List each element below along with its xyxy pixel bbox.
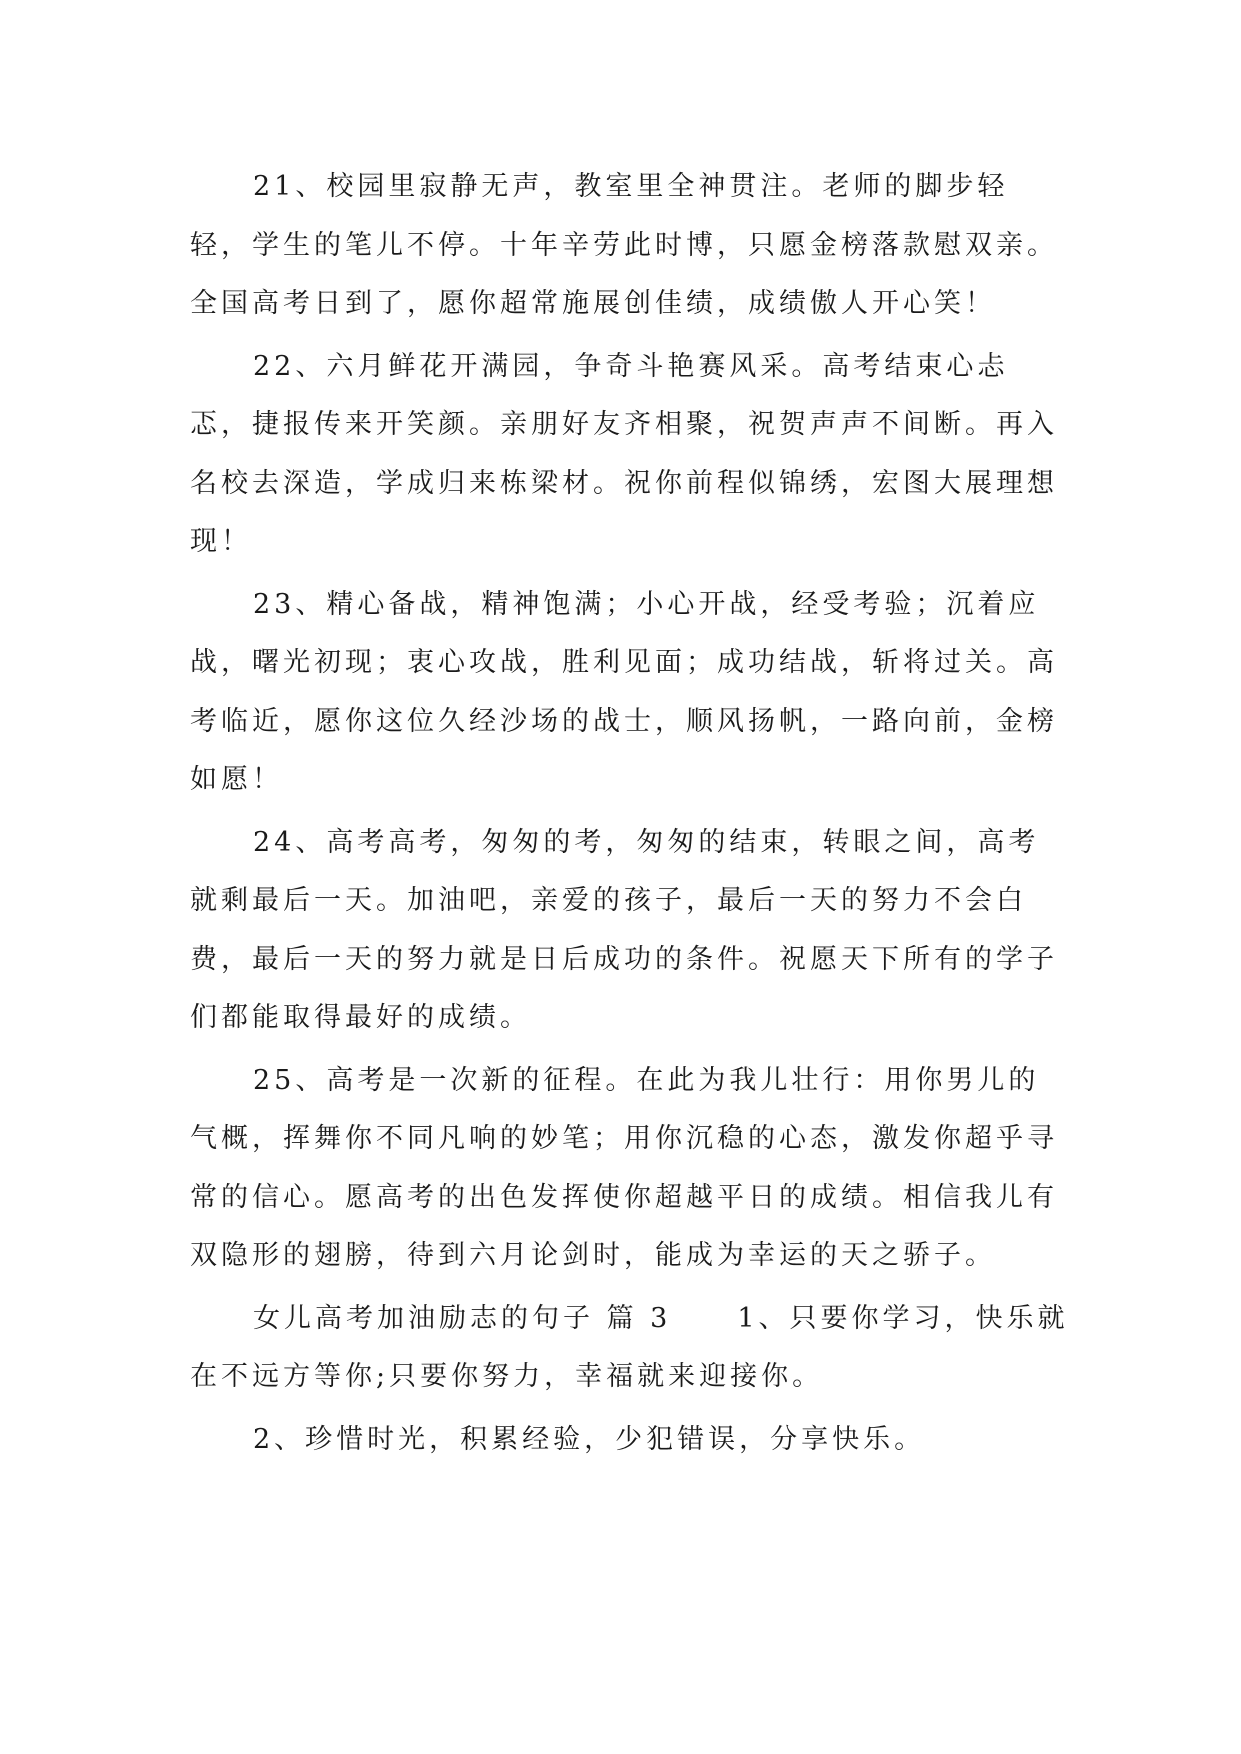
paragraph-22: 22、六月鲜花开满园，争奇斗艳赛风采。高考结束心忐忑，捷报传来开笑颜。亲朋好友齐相聚，祝贺声声不间断。再入名校去深造，学成归来栋梁材。祝你前程似锦绣，宏图大展理想现！ — [190, 350, 1058, 557]
section-paragraph — [190, 1290, 1070, 1407]
document-body — [190, 158, 1070, 1473]
paragraph-23: 23、精心备战，精神饱满；小心开战，经受考验；沉着应战，曙光初现；衷心攻战，胜利见面；成功结战，斩将过关。高考临近，愿你这位久经沙场的战士，顺风扬帆，一路向前，金榜如愿！ — [190, 588, 1058, 795]
section-heading: 女儿高考加油励志的句子 篇 3 — [253, 1302, 672, 1334]
paragraph-21: 21、校园里寂静无声，教室里全神贯注。老师的脚步轻轻，学生的笔儿不停。十年辛劳此时博，只愿金榜落款慰双亲。全国高考日到了，愿你超常施展创佳绩，成绩傲人开心笑！ — [190, 171, 1058, 319]
section-item-2: 2、珍惜时光，积累经验，少犯错误，分享快乐。 — [253, 1423, 926, 1455]
paragraph-24: 24、高考高考，匆匆的考，匆匆的结束，转眼之间，高考就剩最后一天。加油吧，亲爱的孩子，最后一天的努力不会白费，最后一天的努力就是日后成功的条件。祝愿天下所有的学子们都能取得最好的成绩。 — [190, 826, 1058, 1033]
paragraph-25: 25、高考是一次新的征程。在此为我儿壮行：用你男儿的气概，挥舞你不同凡响的妙笔；用你沉稳的心态，激发你超乎寻常的信心。愿高考的出色发挥使你超越平日的成绩。相信我儿有双隐形的翅膀，待到六月论剑时，能成为幸运的天之骄子。 — [190, 1064, 1058, 1271]
section-item-1: 1、只要你学习，快乐就在不远方等你;只要你努力，幸福就来迎接你。 — [190, 1302, 1069, 1392]
